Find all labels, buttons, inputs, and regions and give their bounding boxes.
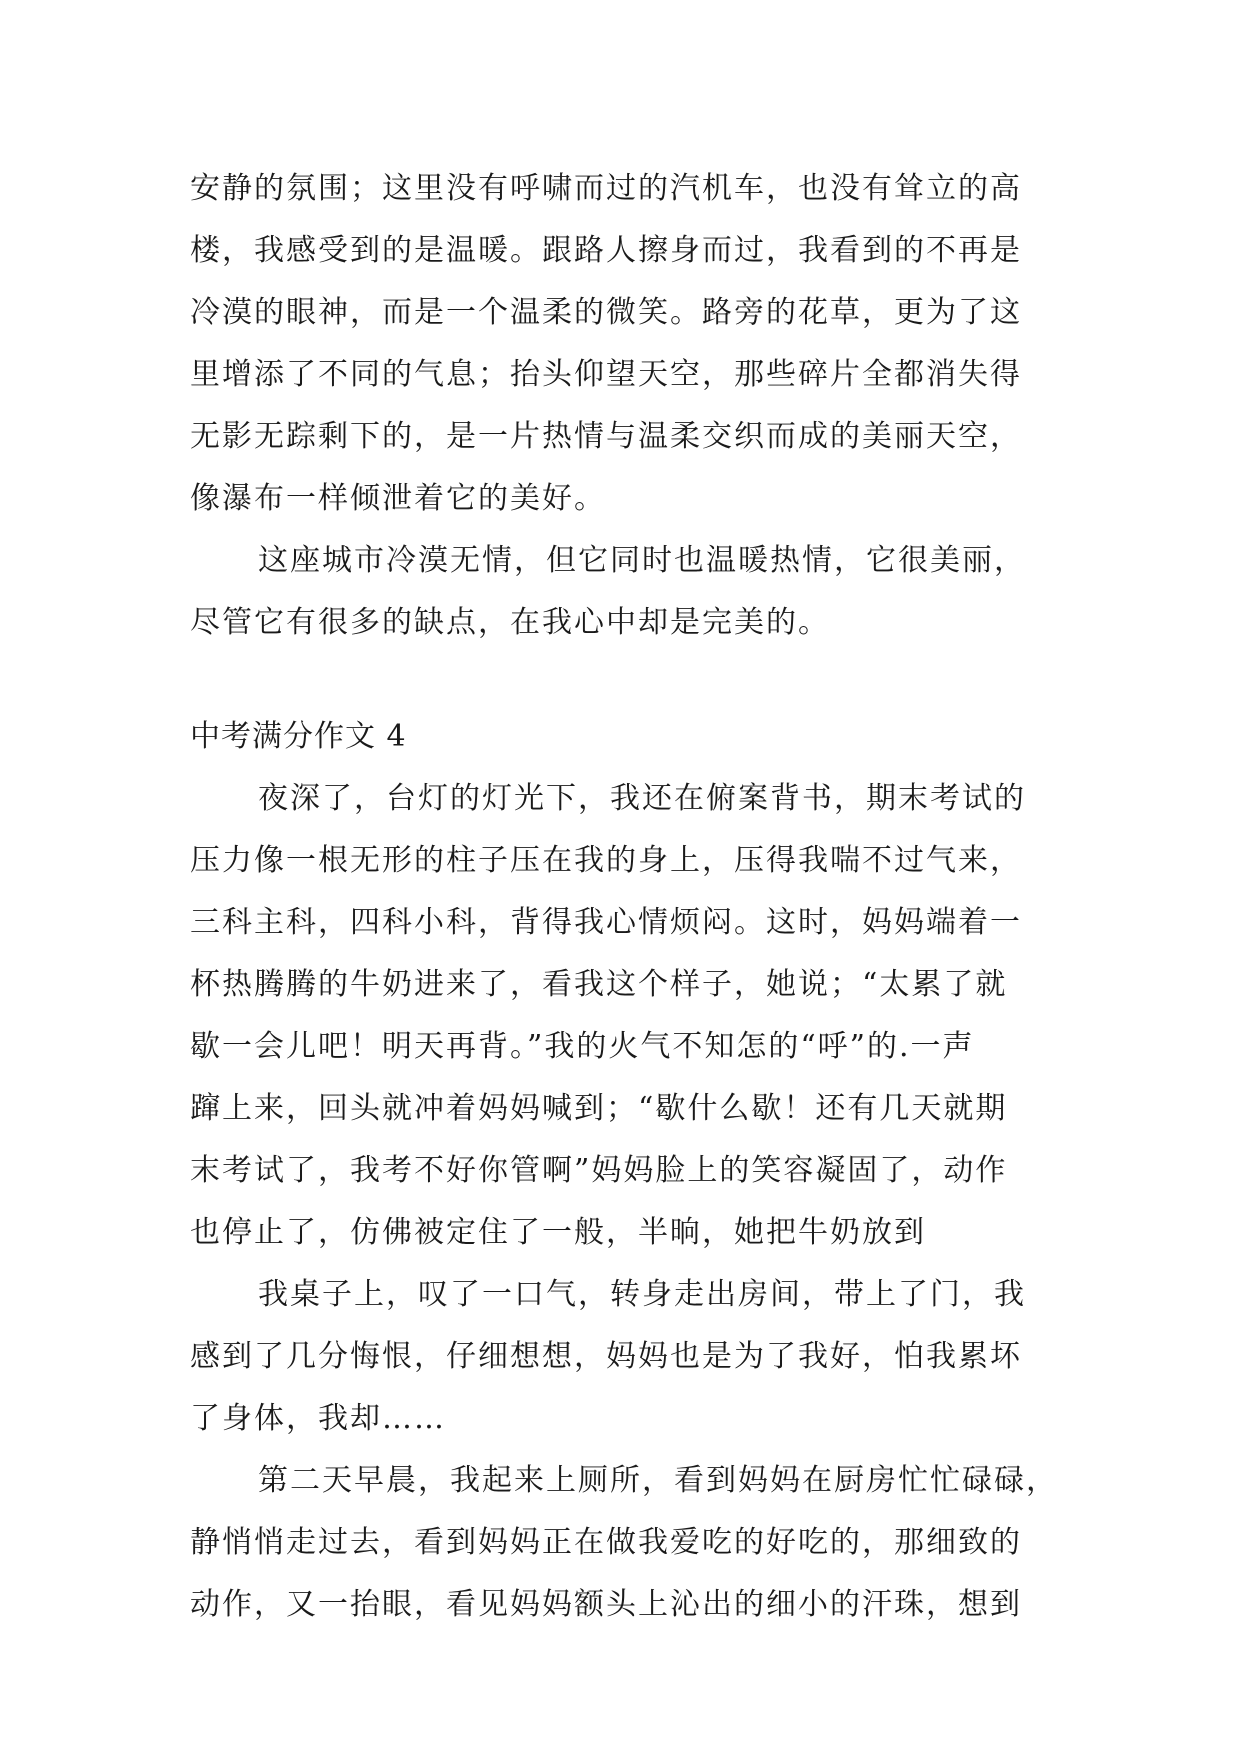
- text-line: 尽管它有很多的缺点，在我心中却是完美的。: [190, 605, 830, 640]
- text-line: 蹿上来，回头就冲着妈妈喊到；“歇什么歇！还有几天就期: [190, 1091, 1008, 1126]
- text-line: 这座城市冷漠无情，但它同时也温暖热情，它很美丽，: [258, 543, 1026, 578]
- text-line: 像瀑布一样倾泄着它的美好。: [190, 481, 606, 516]
- text-line: 里增添了不同的气息；抬头仰望天空，那些碎片全都消失得: [190, 357, 1022, 392]
- text-line: 第二天早晨，我起来上厕所，看到妈妈在厨房忙忙碌碌，: [258, 1463, 1058, 1498]
- document-body: [190, 158, 1060, 1636]
- text-line: 压力像一根无形的柱子压在我的身上，压得我喘不过气来，: [190, 843, 1022, 878]
- text-line: 安静的氛围；这里没有呼啸而过的汽机车，也没有耸立的高: [190, 171, 1022, 206]
- paragraph-2: [190, 1264, 1060, 1450]
- text-line: 三科主科，四科小科，背得我心情烦闷。这时，妈妈端着一: [190, 905, 1022, 940]
- text-line: 杯热腾腾的牛奶进来了，看我这个样子，她说；“太累了就: [190, 967, 1008, 1002]
- paragraph-closing: [190, 530, 1060, 654]
- text-line: 夜深了，台灯的灯光下，我还在俯案背书，期末考试的: [258, 781, 1026, 816]
- text-line: 我桌子上，叹了一口气，转身走出房间，带上了门，我: [258, 1277, 1026, 1312]
- paragraph-continued: [190, 158, 1060, 530]
- section-gap: [190, 654, 1060, 706]
- text-line: 无影无踪剩下的，是一片热情与温柔交织而成的美丽天空，: [190, 419, 1022, 454]
- text-line: 歇一会儿吧！明天再背。”我的火气不知怎的“呼”的.一声: [190, 1029, 975, 1064]
- text-line: 感到了几分悔恨，仔细想想，妈妈也是为了我好，怕我累坏: [190, 1339, 1022, 1374]
- text-line: 冷漠的眼神，而是一个温柔的微笑。路旁的花草，更为了这: [190, 295, 1022, 330]
- text-line: 末考试了，我考不好你管啊”妈妈脸上的笑容凝固了，动作: [190, 1153, 1008, 1188]
- text-line: 动作，又一抬眼，看见妈妈额头上沁出的细小的汗珠，想到: [190, 1587, 1022, 1622]
- paragraph-1: [190, 768, 1060, 1264]
- essay-title: 中考满分作文 4: [190, 719, 407, 754]
- paragraph-3: [190, 1450, 1060, 1636]
- text-line: 也停止了，仿佛被定住了一般，半晌，她把牛奶放到: [190, 1215, 926, 1250]
- text-line: 静悄悄走过去，看到妈妈正在做我爱吃的好吃的，那细致的: [190, 1525, 1022, 1560]
- text-line: 了身体，我却……: [190, 1401, 446, 1436]
- text-line: 楼，我感受到的是温暖。跟路人擦身而过，我看到的不再是: [190, 233, 1022, 268]
